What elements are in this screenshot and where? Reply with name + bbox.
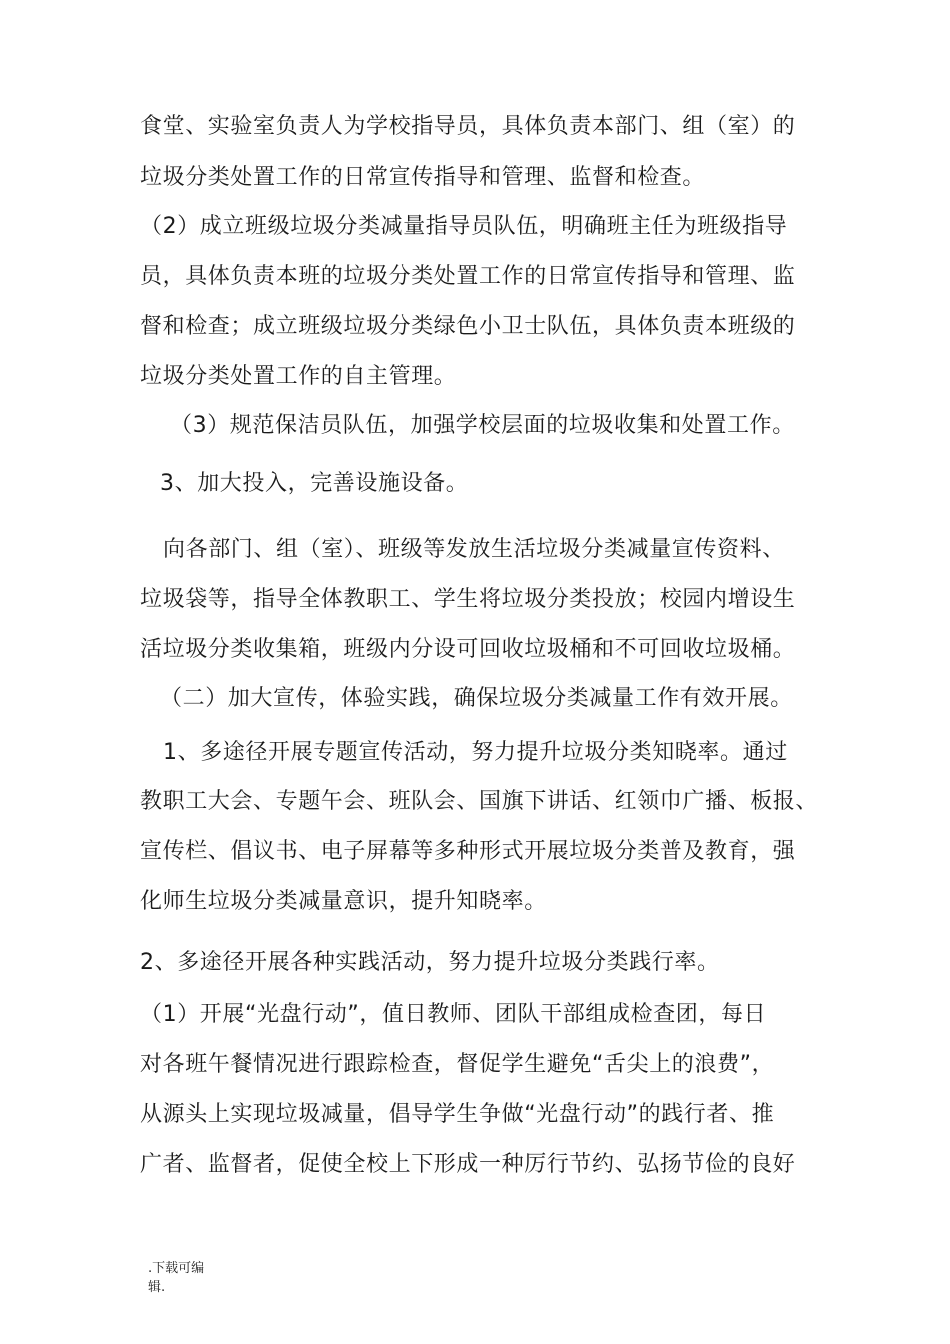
text-line-9: 向各部门、组（室）、班级等发放生活垃圾分类减量宣传资料、 xyxy=(163,537,785,562)
text-line-18: （1）开展“光盘行动”，值日教师、团队干部组成检查团，每日 xyxy=(140,1002,767,1027)
text-line-14: 教职工大会、专题午会、班队会、国旗下讲话、红领巾广播、板报、 xyxy=(140,789,819,814)
text-line-11: 活垃圾分类收集箱，班级内分设可回收垃圾桶和不可回收垃圾桶。 xyxy=(140,637,796,662)
footer-note-line-2: 辑. xyxy=(148,1280,166,1295)
text-line-20: 从源头上实现垃圾减量，倡导学生争做“光盘行动”的践行者、推 xyxy=(140,1102,775,1127)
text-line-3: （2）成立班级垃圾分类减量指导员队伍，明确班主任为班级指导 xyxy=(140,214,788,239)
footer-note-line-1: .下载可编 xyxy=(148,1261,205,1276)
text-line-12: （二）加大宣传，体验实践，确保垃圾分类减量工作有效开展。 xyxy=(160,686,793,711)
text-line-17: 2、多途径开展各种实践活动，努力提升垃圾分类践行率。 xyxy=(140,950,720,975)
text-line-16: 化师生垃圾分类减量意识，提升知晓率。 xyxy=(140,889,547,914)
text-line-2: 垃圾分类处置工作的日常宣传指导和管理、监督和检查。 xyxy=(140,165,706,190)
text-line-10: 垃圾袋等，指导全体教职工、学生将垃圾分类投放；校园内增设生 xyxy=(140,587,796,612)
text-line-15: 宣传栏、倡议书、电子屏幕等多种形式开展垃圾分类普及教育，强 xyxy=(140,839,796,864)
text-line-5: 督和检查；成立班级垃圾分类绿色小卫士队伍，具体负责本班级的 xyxy=(140,314,796,339)
text-line-21: 广者、监督者，促使全校上下形成一种厉行节约、弘扬节俭的良好 xyxy=(140,1152,796,1177)
text-line-1: 食堂、实验室负责人为学校指导员，具体负责本部门、组（室）的 xyxy=(140,114,796,139)
text-line-13: 1、多途径开展专题宣传活动，努力提升垃圾分类知晓率。通过 xyxy=(163,740,788,765)
text-line-7: （3）规范保洁员队伍，加强学校层面的垃圾收集和处置工作。 xyxy=(170,413,795,438)
text-line-6: 垃圾分类处置工作的自主管理。 xyxy=(140,364,457,389)
text-line-8: 3、加大投入，完善设施设备。 xyxy=(160,471,469,496)
text-line-4: 员，具体负责本班的垃圾分类处置工作的日常宣传指导和管理、监 xyxy=(140,264,796,289)
text-line-19: 对各班午餐情况进行跟踪检查，督促学生避免“舌尖上的浪费”， xyxy=(140,1052,775,1077)
